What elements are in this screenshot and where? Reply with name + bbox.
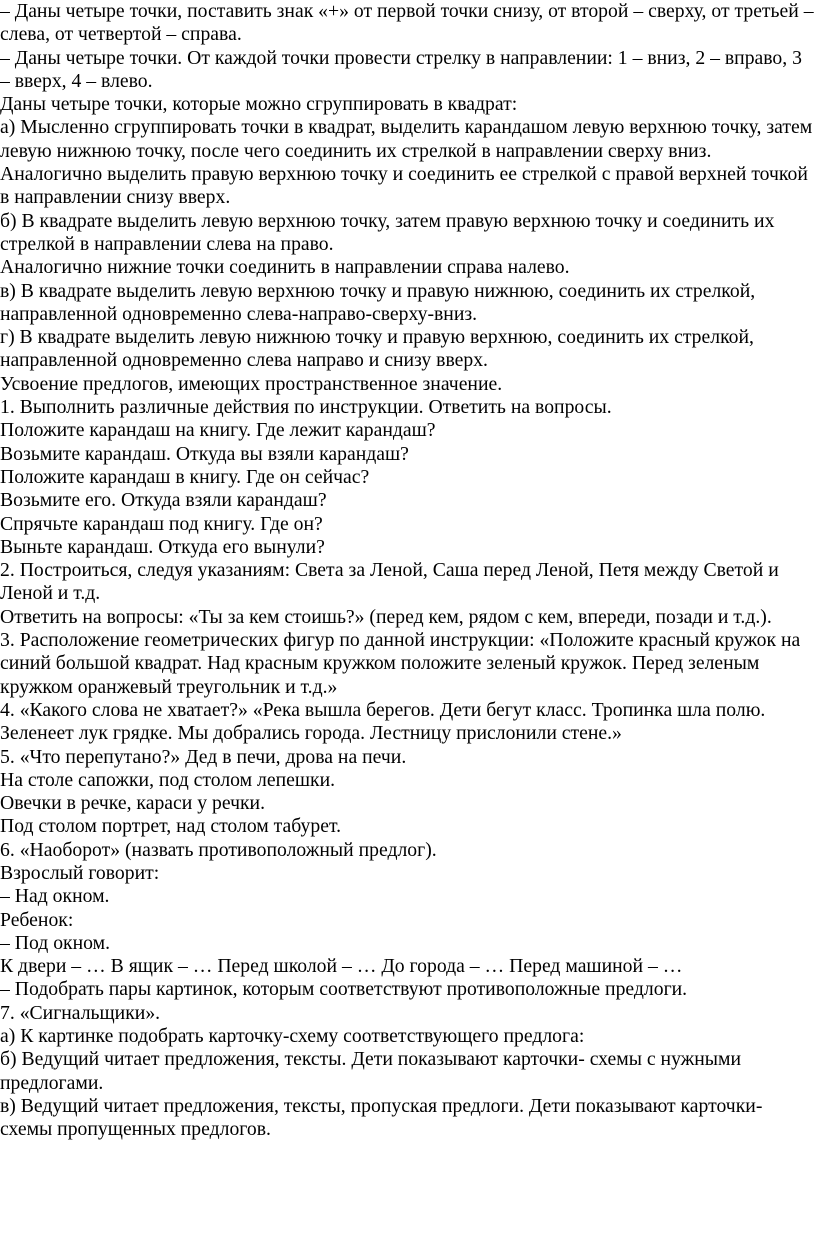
- paragraph: На столе сапожки, под столом лепешки.: [0, 768, 336, 791]
- exercise-title: 4. «Какого слова не хватает?» «Река вышла берегов. Дети бегут класс. Тропинка шла полю.: [0, 698, 766, 721]
- paragraph: б) Ведущий читает предложения, тексты. Дети показывают карточки- схемы с нужными предлогами.: [0, 1048, 742, 1094]
- paragraph: Возьмите его. Откуда взяли карандаш?: [0, 489, 327, 512]
- paragraph: Положите карандаш в книгу. Где он сейчас?: [0, 465, 370, 488]
- paragraph: Аналогично нижние точки соединить в направлении справа налево.: [0, 256, 570, 279]
- paragraph: – Под окном.: [0, 931, 110, 954]
- paragraph: Спрячьте карандаш под книгу. Где он?: [0, 512, 323, 535]
- paragraph: – Подобрать пары картинок, которым соответствуют противоположные предлоги.: [0, 978, 688, 1001]
- exercise-title: 5. «Что перепутано?» Дед в печи, дрова на печи.: [0, 745, 407, 768]
- exercise-title: 3. Расположение геометрических фигур по данной инструкции: «Положите красный кружок на синий большой квадрат. Над красным кружком положите зеленый кружок. Перед зеленым кружком оранжевый треугольник и т.д.»: [0, 629, 801, 698]
- paragraph: в) Ведущий читает предложения, тексты, пропуская предлоги. Дети показывают карточки-схемы пропущенных предлогов.: [0, 1094, 763, 1141]
- paragraph: Положите карандаш на книгу. Где лежит карандаш?: [0, 419, 436, 442]
- exercise-title: 6. «Наоборот» (назвать противоположный предлог).: [0, 838, 437, 861]
- paragraph: Возьмите карандаш. Откуда вы взяли карандаш?: [0, 442, 409, 465]
- paragraph: Ответить на вопросы: «Ты за кем стоишь?» (перед кем, рядом с кем, впереди, позади и т.д.).: [0, 605, 772, 628]
- section-heading: Усвоение предлогов, имеющих пространственное значение.: [0, 372, 503, 395]
- paragraph: Зеленеет лук грядке. Мы добрались города. Лестницу прислонили стене.»: [0, 722, 622, 745]
- paragraph: Под столом портрет, над столом табурет.: [0, 815, 341, 838]
- paragraph: Взрослый говорит:: [0, 861, 160, 884]
- paragraph: Ребенок:: [0, 908, 74, 931]
- paragraph: б) В квадрате выделить левую верхнюю точку, затем правую верхнюю точку и соединить их стрелкой в направлении слева на право.: [0, 209, 775, 255]
- paragraph: а) Мысленно сгруппировать точки в квадрат, выделить карандашом левую верхнюю точку, затем левую нижнюю точку, после чего соединить их стрелкой в направлении сверху вниз.: [0, 116, 813, 162]
- paragraph: – Даны четыре точки. От каждой точки провести стрелку в направлении: 1 – вниз, 2 – вправо, 3 – вверх, 4 – влево.: [0, 46, 802, 92]
- paragraph: К двери – … В ящик – … Перед школой – … До города – … Перед машиной – …: [0, 955, 683, 978]
- exercise-title: 2. Построиться, следуя указаниям: Света за Леной, Саша перед Леной, Петя между Светой и Леной и т.д.: [0, 559, 779, 605]
- paragraph: Выньте карандаш. Откуда его вынули?: [0, 535, 325, 558]
- paragraph: а) К картинке подобрать карточку-схему соответствующего предлога:: [0, 1025, 585, 1048]
- exercise-title: 1. Выполнить различные действия по инструкции. Ответить на вопросы.: [0, 396, 612, 419]
- paragraph: – Даны четыре точки, поставить знак «+» от первой точки снизу, от второй – сверху, от третьей – слева, от четвертой – справа.: [0, 0, 814, 46]
- paragraph: в) В квадрате выделить левую верхнюю точку и правую нижнюю, соединить их стрелкой, направленной одновременно слева-направо-сверху-вниз.: [0, 279, 756, 325]
- paragraph: Аналогично выделить правую верхнюю точку и соединить ее стрелкой с правой верхней точкой в направлении снизу вверх.: [0, 163, 808, 209]
- exercise-title: 7. «Сигнальщики».: [0, 1001, 161, 1024]
- paragraph: – Над окном.: [0, 885, 110, 908]
- paragraph: Овечки в речке, караси у речки.: [0, 792, 266, 815]
- paragraph: г) В квадрате выделить левую нижнюю точку и правую верхнюю, соединить их стрелкой, направленной одновременно слева направо и снизу вверх.: [0, 326, 754, 372]
- paragraph: Даны четыре точки, которые можно сгруппировать в квадрат:: [0, 93, 518, 116]
